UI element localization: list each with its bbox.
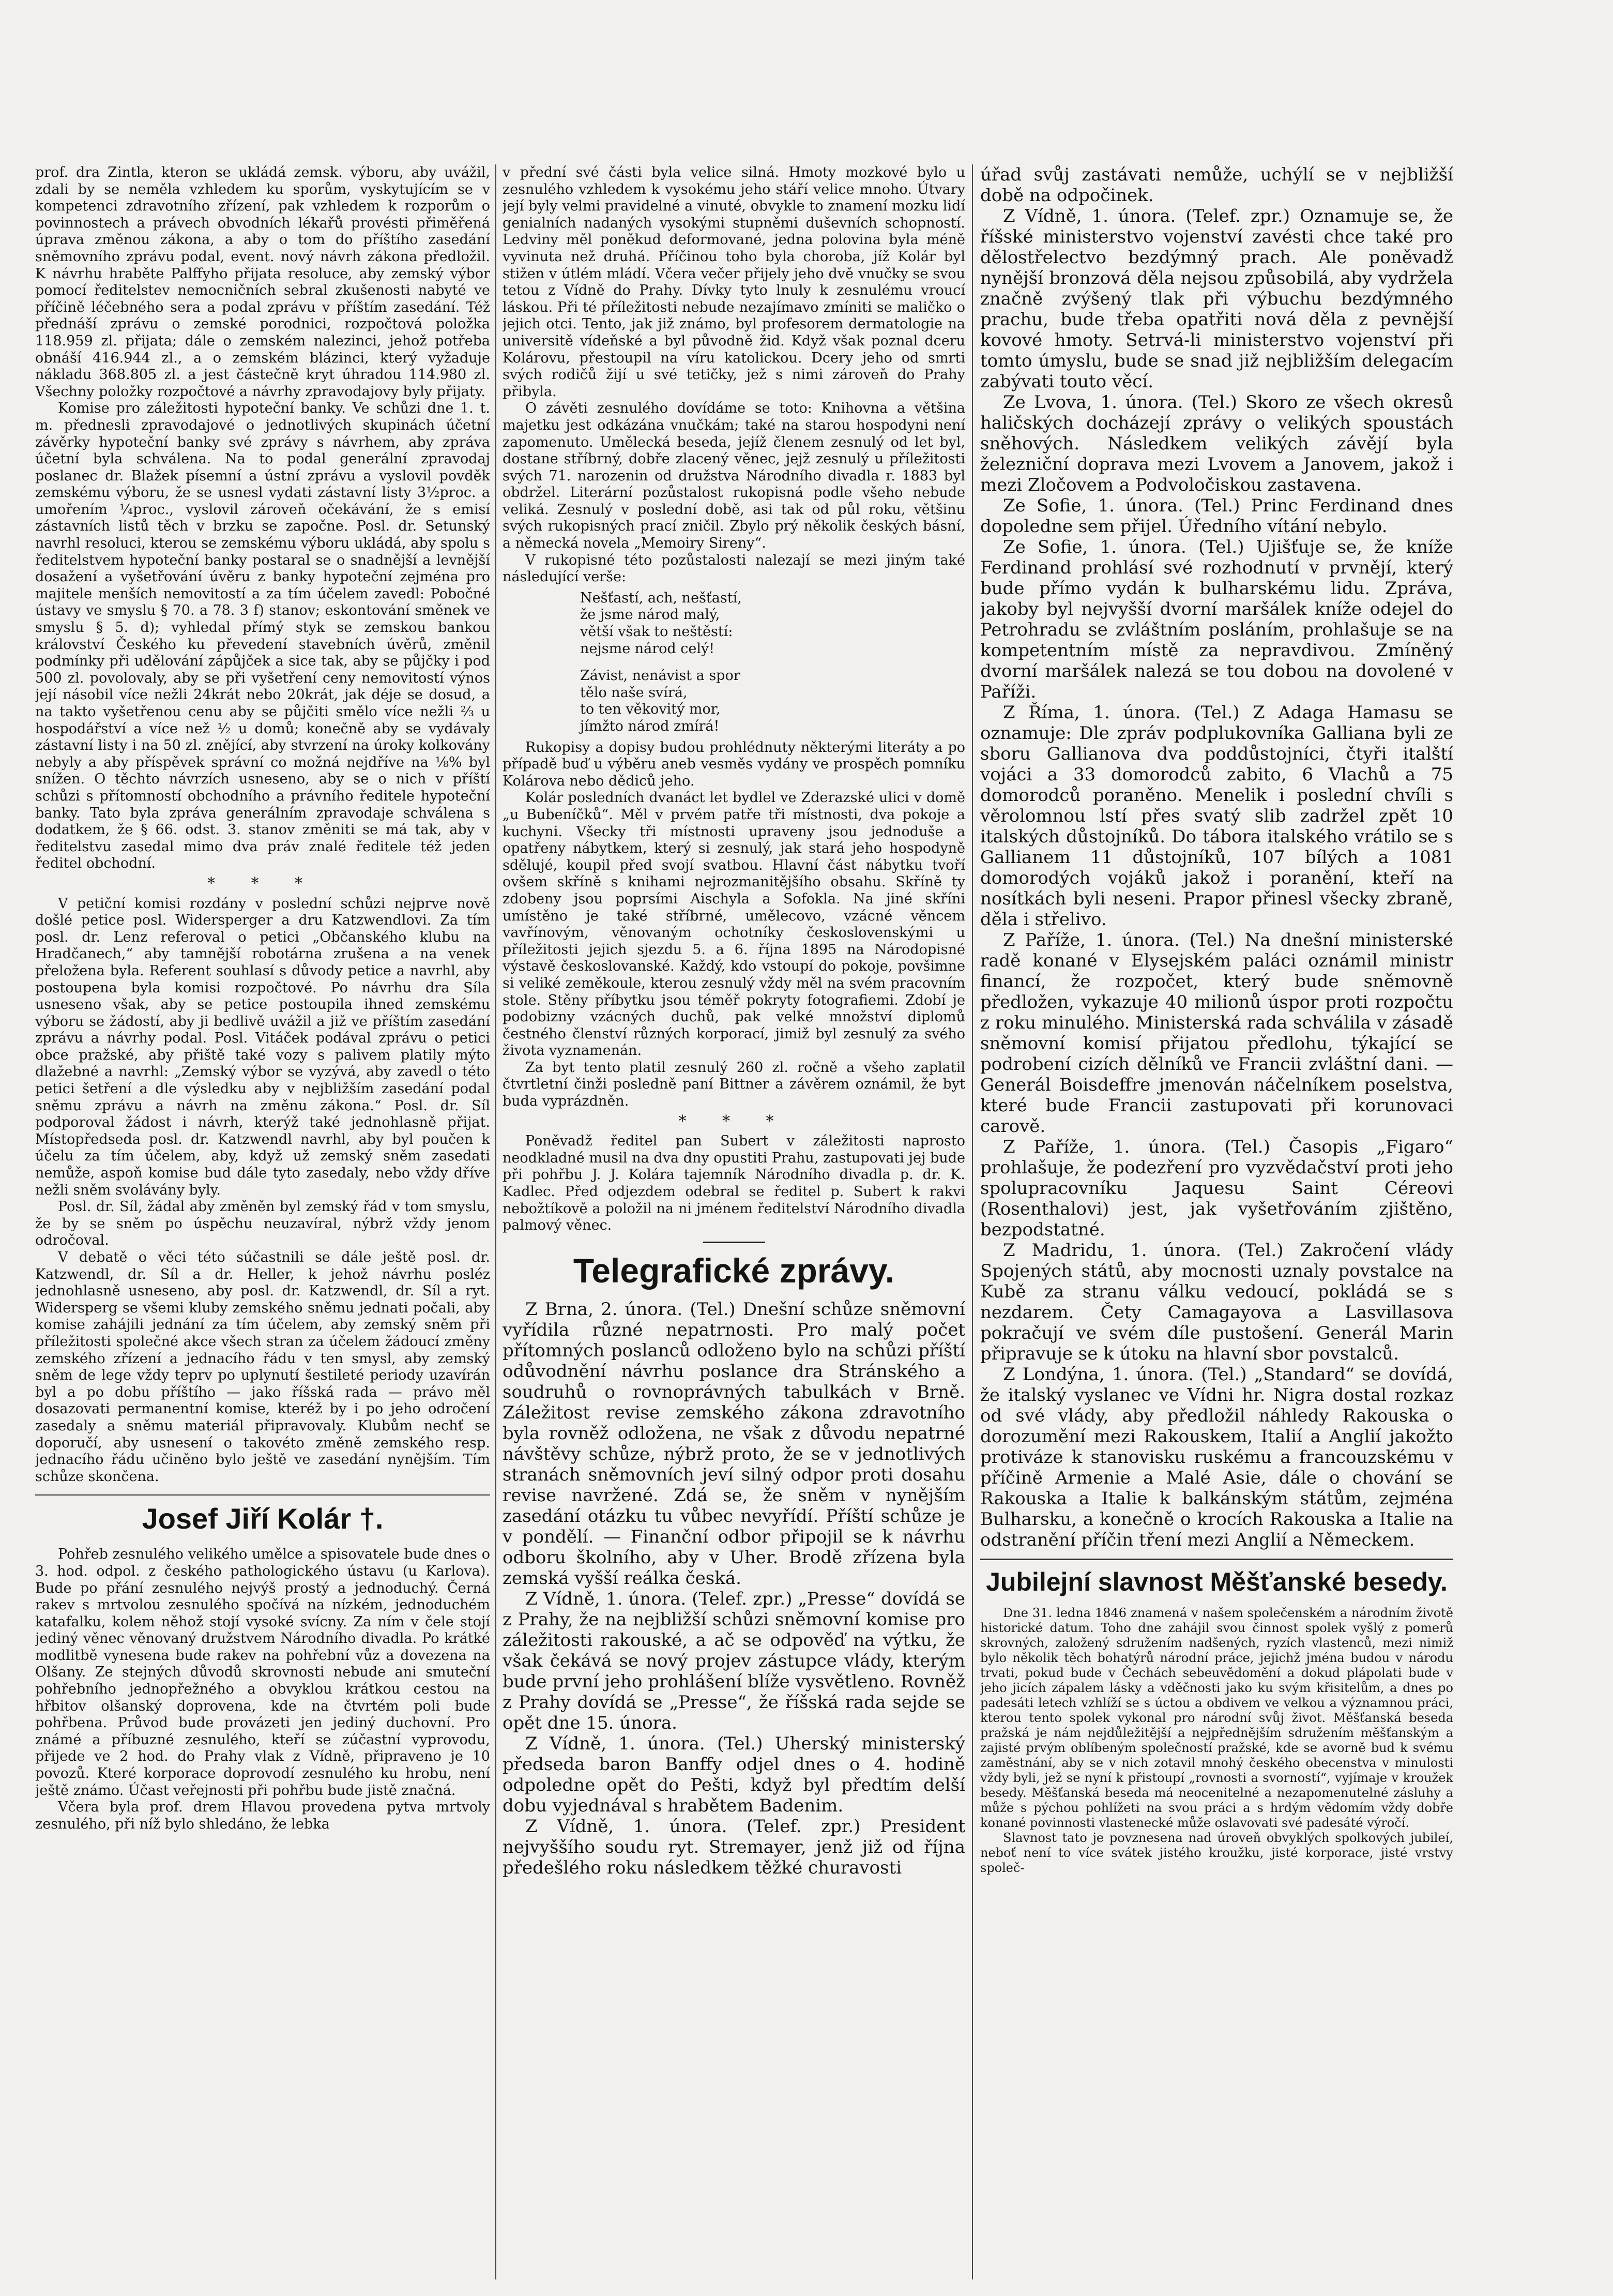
column-rule	[972, 164, 973, 2279]
news-item: Ze Sofie, 1. února. (Tel.) Ujišťuje se, že kníže Ferdinand prohlásí své rozhodnutí v prvnějí, který bude přímo vydán k bulharskému lidu. Zpráva, jakoby byl nejvyšší dvorní maršálek kníže odejel do Petrohradu se zvláštním posláním, prohlašuje se na kompetentním místě za nepravdivou. Zmíněný dvorní maršálek nalezá se tou dobou na dovolené v Paříži.	[980, 537, 1453, 702]
article-paragraph: V rukopisné této pozůstalosti nalezají se mezi jiným také následující verše:	[503, 552, 965, 585]
obituary-heading: Josef Jiří Kolár †.	[35, 1494, 490, 1537]
section-separator: * * *	[207, 874, 318, 893]
article-paragraph: Poněvadž ředitel pan Subert v záležitosti naprosto neodkladné musil na dva dny opustiti Prahu, zastupovati jej bude při pohřbu J. J. Kolára tajemník Národního divadla p. dr. K. Kadlec. Před odjezdem odebral se ředitel p. Subert k rakvi nebožtíkově a položil na ni jménem ředitelství Národního divadla palmový věnec.	[503, 1133, 965, 1234]
news-item: Ze Sofie, 1. února. (Tel.) Princ Ferdinand dnes dopoledne sem přijel. Úředního vítání nebylo.	[980, 495, 1453, 537]
telegraph-heading: Telegrafické zprávy.	[573, 1251, 895, 1290]
jubilee-heading: Jubilejní slavnost Měšťanské besedy.	[980, 1559, 1453, 1598]
news-item: Z Vídně, 1. února. (Tel.) Uherský ministerský předseda baron Banffy odjel dnes o 4. hodině odpoledne opět do Pešti, když byl předtím delší dobu vyjednával s hrabětem Badenim.	[503, 1733, 965, 1816]
news-item: Z Madridu, 1. února. (Tel.) Zakročení vlády Spojených států, aby mocnosti uznaly povstalce na Kubě za stranu válku vedoucí, pokládá se s nezdarem. Čety Camagayova a Lasvillasova pokračují ve svém díle pustošení. Generál Marin připravuje se k útoku na hlavní sbor povstalců.	[980, 1240, 1453, 1364]
poem	[580, 590, 965, 735]
poem-line: nejsme národ celý!	[580, 640, 715, 657]
poem-line: jímžto národ zmírá!	[580, 718, 720, 734]
news-item: Z Paříže, 1. února. (Tel.) Časopis „Figaro“ prohlašuje, že podezření pro vyzvědačství proti jeho spolupracovníku Jaquesu Saint Céreovi (Rosenthalovi) jest, jak vyšetřováním zjištěno, bezpodstatné.	[980, 1137, 1453, 1240]
news-item: Ze Lvova, 1. února. (Tel.) Skoro ze všech okresů haličských docházejí zprávy o velikých spoustách sněhových. Následkem velikých závějí byla železniční doprava mezi Lvovem a Janovem, jakož i mezi Zločovem a Podvoločiskou zastavena.	[980, 392, 1453, 495]
article-paragraph: O závěti zesnulého dovídáme se toto: Knihovna a většina majetku jest odkázána vnučkám; také na starou hospodyni není zapomenuto. Umělecká beseda, jejíž členem zesnulý od let byl, dostane stříbrný, dobře zlacený věnec, jejž zesnulý u příležitosti svých 71. narozenin od družstva Národního divadla r. 1883 byl obdržel. Literární pozůstalost rukopisná podle všeho nebude veliká. Zesnulý v poslední době, asi tak od půl roku, většinu svých rukopisných prací zničil. Zbylo prý několik českých básní, a německá novela „Memoiry Sireny“.	[503, 400, 965, 552]
article-paragraph: v přední své části byla velice silná. Hmoty mozkové bylo u zesnulého vzhledem k vysokému jeho stáří velice mnoho. Útvary její byly velmi pravidelné a vinuté, obvykle to znamení mozku lidí genialních nadaných vysokými stupněmi duševních schopností. Ledviny měl poněkud deformované, jedna polovina byla méně vyvinuta než druhá. Příčinou toho byla choroba, jíž Kolár byl stižen v útlém mládí. Včera večer přijely jeho dvě vnučky se svou tetou z Vídně do Prahy. Dívky tyto lnuly k zesnulému vroucí láskou. Při té příležitosti nebude nezajímavo zmíniti se maličko o jejich otci. Tento, jak již známo, byl profesorem dermatologie na universitě vídeňské a byl původně žid. Když však poznal dceru Kolárovu, přestoupil na víru katolickou. Dcery jeho od smrti svých rodičů žijí u své tetičky, jež s nimi zároveň do Prahy přibyla.	[503, 164, 965, 400]
news-item: Z Vídně, 1. února. (Telef. zpr.) Oznamuje se, že říšské ministerstvo vojenství zavésti chce také pro dělostřelectvo bezdýmný prach. Ale poněvadž nynější bronzová děla nejsou způsobilá, aby vydržela značně zvýšený tlak při výbuchu bezdýmného prachu, bude třeba opatřiti nová děla z pevnější kovové hmoty. Setrvá-li ministerstvo vojenství při tomto úmyslu, bude se snad již nejbližším delegacím zabývati touto věcí.	[980, 206, 1453, 392]
column-rule	[495, 164, 496, 2279]
article-paragraph: Za byt tento platil zesnulý 260 zl. ročně a všeho zaplatil čtvrtletní činži posledně paní Bittner a závěrem oznámil, že byt buda vyprázdněn.	[503, 1059, 965, 1110]
article-paragraph: V debatě o věci této súčastnili se dále ještě posl. dr. Katzwendl, dr. Síl a dr. Heller, k jehož návrhu posléz jednohlasně usneseno, aby posl. dr. Katzwendl, dr. Síl a ryt. Widersperg se všemi kluby zemského sněmu jednati počali, aby komise zahájili jednání za tím účelem, aby zemský sněm při příležitosti společné akce všech stran za účelem žádoucí změny zemského zřízení a jednacího řádu v ten smysl, aby zemský sněm de lege vždy teprv po uplynutí šestileté periody uzavírán byl a po dobu příštího — jako říšská rada — právo měl dosazovati permanentní komise, kteréž by i po jeho odročení zasedaly a sněmu materiál připravovaly. Klubům nechť se doporučí, aby usnesení o takovéto změně zemského resp. jednacího řádu učiněno bylo ještě ve zasedání nynějším. Tím schůze skončena.	[35, 1249, 490, 1485]
news-item: Z Brna, 2. února. (Tel.) Dnešní schůze sněmovní vyřídila různé nepatrnosti. Pro malý počet přítomných poslanců odloženo bylo na schůzi příští odůvodnění návrhu poslance dra Stránského a soudruhů o rovnoprávných tabulkách v Brně. Záležitost revise zemského zákona zdravotního byla rovněž odložena, ne však z důvodu nepatrné návštěvy schůze, nýbrž proto, že se v jednotlivých stranách sněmovních jeví silný odpor proti dosahu revise navržené. Zdá se, že sněm v nynějším zasedání otázku tu vůbec nevyřídí. Příští schůze je v pondělí. — Finanční odbor připojil se k návrhu odboru školního, aby v Uher. Brodě zřízena byla zemská vyšší reálka česká.	[503, 1298, 965, 1589]
article-paragraph: Komise pro záležitosti hypoteční banky. Ve schůzi dne 1. t. m. přednesli zpravodajové o jednotlivých skupinách účetní závěrky hypoteční banky své zprávy s návrhem, aby zpráva účetní byla schválena. Na to podal generální zpravodaj poslanec dr. Blažek písemní a ústní zprávu a vyslovil povděk zemskému výboru, že se usnesl vydati zástavní listy 3½proc. a umořením ¼proc., vyslovil zároveň očekávání, že s emisí zástavních listů těch v brzku se započne. Posl. dr. Setunský navrhl resoluci, kterou se zemskému výboru ukládá, aby spolu s ředitelstvem hypoteční banky postaral se o snadnější a levnější dosažení a vyšetřování úvěru z banky hypoteční zejména pro majitele menších nemovitostí a za tím účelem zavedl: Pobočné ústavy ve smyslu § 70. a 78. 3 f) stanov; eskontování směnek ve smyslu § 5. d); vyhledal přímý styk se zemskou bankou království Českého ku převedení stavebních úvěrů, změnil podmínky při udělování zápůjček a sice tak, aby se půjčky i pod 500 zl. povolovaly, aby se při vyšetření ceny nemovitostí výnos její násobil více nežli 24krát nebo 20krát, jak déje se dosud, a na takto vyšetřenou cenu aby se půjčiti smělo více nežli ⅔ u hospodářství a více než ½ u domů; konečně aby se vydávaly zástavní listy i na 50 zl. znějící, aby stvrzení na úroky kolkovány nebyly a aby příspěvek správní co možná nejdříve na ⅛% byl snížen. O těchto návrzích usneseno, aby se o nich v příští schůzi s přítomností obchodního a právního ředitele hypoteční banky. Tato byla zpráva generálním zpravodaje schválena s dodatkem, že § 66. odst. 3. stanov změniti se má tak, aby v ředitelstvu zasedal mimo dva práv znalé ředitele též jeden ředitel obchodní.	[35, 400, 490, 872]
article-paragraph: Včera byla prof. drem Hlavou provedena pytva mrtvoly zesnulého, při níž bylo shledáno, že lebka	[35, 1799, 490, 1832]
poem-line: že jsme národ malý,	[580, 607, 720, 623]
news-item: Z Londýna, 1. února. (Tel.) „Standard“ se dovídá, že italský vyslanec ve Vídni hr. Nigra dostal rozkaz od své vlády, aby předložil náhledy Rakouska o dorozumění mezi Rakouskem, Italií a Anglií jakožto protiváze k stanovisku ruskému a francouzskému v příčině Armenie a Malé Asie, dále o chování se Rakouska a Italie k balkánským státům, zejména Bulharsku, a konečně o krocích Rakouska a Italie na odstranění příčin tření mezi Anglií a Německem.	[980, 1364, 1453, 1550]
article-paragraph: Pohřeb zesnulého velikého umělce a spisovatele bude dnes o 3. hod. odpol. z českého pathologického ústavu (u Karlova). Bude po přání zesnulého nejvýš prostý a jednoduchý. Černá rakev s mrtvolou zesnulého spočívá na nízkém, jednoduchém katafalku, kolem něhož stojí vysoké svícny. Za ním v čele stojí jediný věnec věnovaný družstvem Národního divadla. Po krátké modlitbě vynesena bude rakev na pohřební vůz a dovezena na Olšany. Ze stejných důvodů skrovnosti nebude ani smuteční pohřebního jednopřežného a obvyklou krátkou cestou na hřbitov olšanský doprovena, kde na čtvrtém poli bude pohřbena. Průvod bude provázeti jen jediný duchovní. Pro známé a příbuzné zesnulého, kteří se zúčastní vyprovodu, přijede ve 2 hod. do Prahy vlak z Vídně, připraveno je 10 povozů. Které korporace doprovodí zesnulého ku hrobu, není ještě známo. Účast veřejnosti při pohřbu bude jistě značná.	[35, 1546, 490, 1799]
poem-line: to ten věkovitý mor,	[580, 701, 721, 718]
poem-line	[580, 657, 965, 668]
column-middle	[503, 164, 965, 2279]
poem-line: tělo naše svírá,	[580, 684, 688, 701]
article-paragraph: Kolár posledních dvanáct let bydlel ve Zderazské ulici v domě „u Bubeníčků“. Měl v prvém patře tři místnosti, dva pokoje a kuchyni. Všecky tři místnosti upraveny jsou jednoduše a opatřeny nábytkem, který si zesnulý, jak stará jeho hospodyně sdělujé, koupil před svojí svatbou. Hlavní část nábytku tvoří ovšem skříně s knihami nejrozmanitějšího obsahu. Skříně ty zdobeny jsou poprsími Aischyla a Sofokla. Na jiné skříni umístěno je také stříbrné, umělecovo, vzácné věncem vavřínovým, věnovaným ochotníky československými u příležitosti jejich sjezdu 5. a 6. října 1895 na Národopisné výstavě českoslovanské. Každý, kdo vstoupí do pokoje, povšimne si veliké zeměkoule, kterou zesnulý vždy měl na svém pracovním stole. Stěny příbytku jsou téměř pokryty fotografiemi. Zdobí je podobizny vzácných duchů, pak velké množství diplomů čestného členství různých korporací, jimiž byl zesnulý za svého života vyznamenán.	[503, 790, 965, 1059]
news-item: úřad svůj zastávati nemůže, uchýlí se v nejbližší době na odpočinek.	[980, 164, 1453, 206]
poem-line: větší však to neštěstí:	[580, 624, 733, 640]
article-paragraph: prof. dra Zintla, kteron se ukládá zemsk. výboru, aby uvážil, zdali by se neměla vzhledem ku sporům, vyskytujícím se v kompetenci zdravotního zřízení, pak vzhledem k rozporům o povinnostech a právech obvodních lékařů provésti přiměřená úprava změnou zákona, a aby o tom do příštího zasedání sněmovního zprávu podal, event. nový návrh zákona předložil. K návrhu hraběte Palffyho přijata resoluce, aby zemský výbor pomocí ředitelstev nemocničních sebral zkušenosti nabyté ve příčině léčebného sera a podal zprávu v příštím zasedání. Též přednáší zprávu o zemské porodnici, rozpočtová položka 118.959 zl. přijata; dále o zemském nalezinci, jehož potřeba obnáší 416.944 zl., a o zemském blázinci, který vyžaduje nákladu 368.805 zl. a jest částečně kryt úhradou 114.980 zl. Všechny položky rozpočtové a návrhy zpravodajovy byly přijaty.	[35, 164, 490, 400]
column-left	[35, 164, 490, 2279]
divider	[703, 1242, 765, 1243]
poem-line: Nešťastí, ach, nešťastí,	[580, 590, 742, 606]
news-item: Z Paříže, 1. února. (Tel.) Na dnešní ministerské radě konané v Elysejském paláci oznámil ministr financí, že rozpočet, který bude sněmovně předložen, vykazuje 40 milionů úspor proti rozpočtu z roku minulého. Ministerská rada schválila v zásadě sněmovní komisí přijatou předlohu, týkající se podrobení cizích dělníků ve Francii zvláštní dani. — Generál Boisdeffre jmenován náčelníkem poselstva, které bude Francii zastupovati při korunovaci carově.	[980, 930, 1453, 1137]
article-paragraph: V petiční komisi rozdány v poslední schůzi nejprve nově došlé petice posl. Widersperger a dru Katzwendlovi. Za tím posl. dr. Lenz referoval o petici „Občanského klubu na Hradčanech,“ aby tamnější robotárna zrušena a na venek přeložena byla. Referent souhlasí s důvody petice a navrhl, aby postoupena byla komisi rozpočtové. Po návrhu dra Síla usneseno však, aby se petice postoupila ihned zemskému výboru se žádostí, aby ji bedlivě uvážil a již ve příštím zasedání zprávu a návrhy podal. Posl. Vitáček podával zprávu o petici obce pražské, aby přiště také vozy s palivem platily mýto dlažebné a navrhl: „Zemský výbor se vyzývá, aby zavedl o této petici šetření a dle výsledku aby v nejbližším zasedání podal sněmu zprávu a návrh na změnu zákona.“ Posl. dr. Síl podporoval žádost i návrh, kterýž také jednohlasně přijat. Místopředseda posl. dr. Katzwendl navrhl, aby byl poučen k účelu za tím účelem, aby, když už zemský sněm zasedati nemůže, aspoň komise bud dále tyto zasedaly, nebo vždy dříve nežli sněm svolávány byly.	[35, 895, 490, 1198]
article-paragraph: Slavnost tato je povznesena nad úroveň obvyklých spolkových jubileí, neboť není to více svátek jistého kroužku, jisté korporace, jisté vrstvy společ-	[980, 1831, 1453, 1875]
news-item: Z Říma, 1. února. (Tel.) Z Adaga Hamasu se oznamuje: Dle zpráv podplukovníka Galliana byli ze sboru Gallianova dva poddůstojníci, čtyři italští vojáci a 33 domorodců zabito, 6 Vlachů a 75 domorodců poraněno. Menelik i poslední chvíli s věrolomnou lstí přes svatý slib zadržel zpět 10 italských důstojníků. Do tábora italského vrátilo se s Gallianem 11 důstojníků, 107 bílých a 1081 domorodých vojáků jakož i poranění, kteří na nosítkách byli neseni. Prapor přinesl všecky zbraně, děla i střelivo.	[980, 702, 1453, 930]
news-item: Z Vídně, 1. února. (Telef. zpr.) President nejvyššího soudu ryt. Stremayer, jenž již od října předešlého roku následkem těžké churavosti	[503, 1816, 965, 1878]
article-paragraph: Rukopisy a dopisy budou prohlédnuty některými literáty a po případě buď u výběru aneb vesměs vydány ve prospěch pomníku Kolárova nebo dědiců jeho.	[503, 739, 965, 789]
poem-line: Závist, nenávist a spor	[580, 668, 740, 684]
article-paragraph: Dne 31. ledna 1846 znamená v našem společenském a národním životě historické datum. Toho dne zahájil svou činnost spolek vyšlý z pomerů skrovných, založený sdružením nadšených, ryzích vlastenců, mezi nimiž bylo několik těch bohatýrů národní práce, jejichž jména budou v národu trvati, pokud bude v Čechách sebeuvědomění a dokud plápolati bude v jeho jicích zápalem lásky a vděčnosti jako ku svým křisitelům, a dnes po padesáti letech vzhlíží se s úctou a obdivem ve velkou a významnou práci, kterou tento spolek vykonal pro národní svůj život. Měšťanská beseda pražská je nám nejdůležitější a nejpřednějším sdružením měšťanským a zajisté prvým oblíbeným společností pražské, kde se avorně bud k svému zaměstnání, aby se v nich zotavil mnohý českého obecenstva v minulosti vždy byli, jež se nyní k přistoupí „rovnosti a svorností“, vyjímaje v kroužek besedy. Měšťanská beseda má neocenitelné a nezapomenutelné zásluhy a může s pýchou pohlížeti na svou práci a s hrdým vědomím vždy dobře konané povinnosti vlastenecké může oslavovati své padesáté výročí.	[980, 1606, 1453, 1830]
column-right	[980, 164, 1453, 2279]
news-item: Z Vídně, 1. února. (Telef. zpr.) „Presse“ dovídá se z Prahy, že na nejbližší schůzi sněmovní komise pro záležitosti rakouské, a ač se odpověď na výtku, že však čekává se nový projev zástupce vlády, kterým bude první jeho prohlášení blíže vysvětleno. Rovněž z Prahy dovídá se „Presse“, že říšská rada sejde se opět dne 15. února.	[503, 1588, 965, 1733]
section-separator: * * *	[678, 1112, 789, 1130]
article-paragraph: Posl. dr. Síl, žádal aby změněn byl zemský řád v tom smyslu, že by se sněm po úspěchu neuzavíral, nýbrž vždy jenom odročoval.	[35, 1199, 490, 1249]
